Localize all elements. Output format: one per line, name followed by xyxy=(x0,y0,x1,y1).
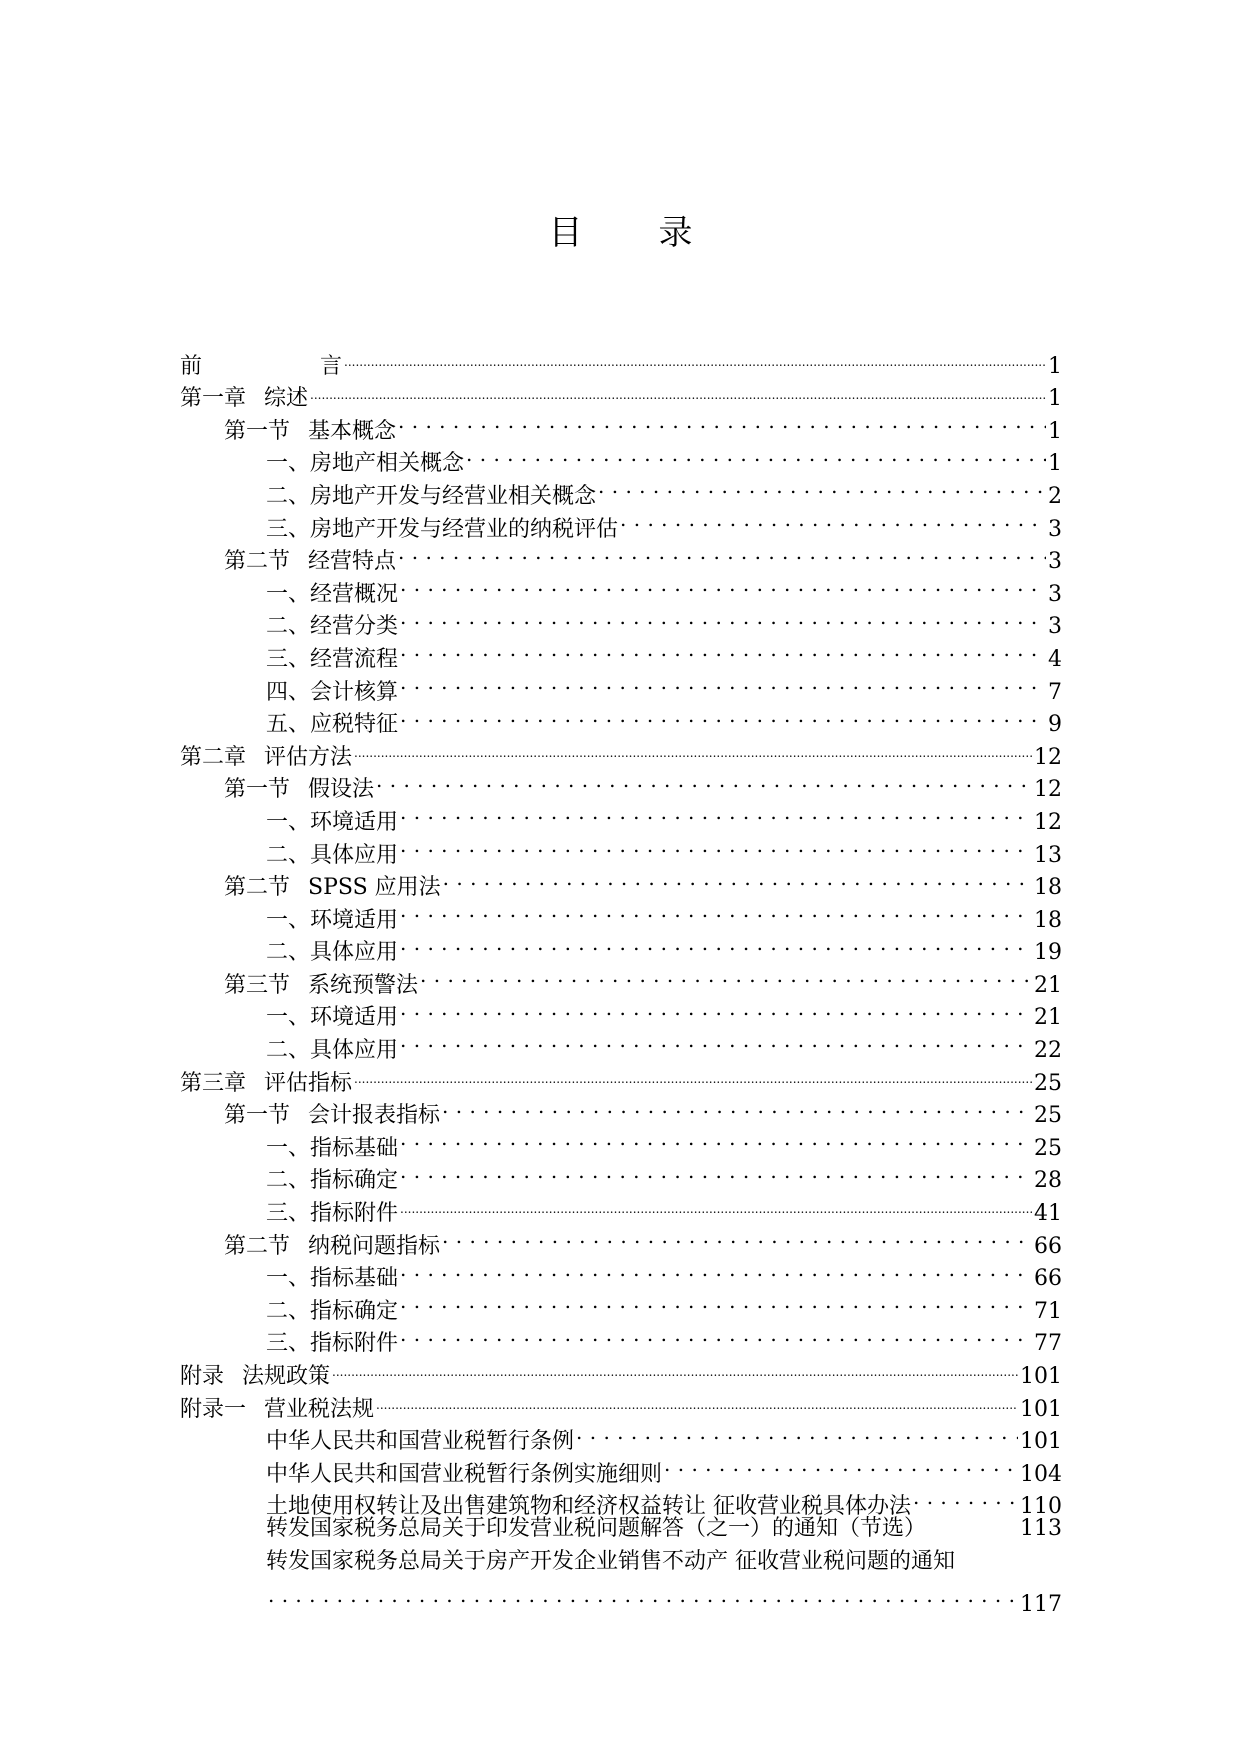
toc-entry-label: 三、房地产开发与经营业的纳税评估 xyxy=(266,516,619,542)
dot-leader xyxy=(400,894,1032,927)
toc-entry-number: 第二节 xyxy=(224,875,291,901)
toc-entry[interactable] xyxy=(180,438,1062,477)
toc-entry-label: 一、经营概况 xyxy=(266,581,399,607)
toc-entry[interactable] xyxy=(180,470,1062,509)
dot-leader xyxy=(576,1416,1018,1449)
title-char-2: 录 xyxy=(658,213,693,253)
toc-entry[interactable] xyxy=(180,1024,1062,1064)
toc-entry[interactable] xyxy=(180,1187,1062,1227)
toc-title xyxy=(0,205,1241,254)
toc-entry-label: 一、环境适用 xyxy=(266,809,399,835)
toc-page-number: 3 xyxy=(1048,549,1062,575)
toc-entry[interactable] xyxy=(180,503,1062,542)
toc-entry-label: 二、指标确定 xyxy=(266,1168,399,1194)
toc-page-number: 12 xyxy=(1034,777,1062,803)
toc-entry[interactable] xyxy=(180,1318,1062,1357)
toc-entry-label: 评估指标 xyxy=(264,1070,353,1096)
toc-entry-number: 第二节 xyxy=(224,1233,291,1259)
dot-leader xyxy=(442,1220,1032,1253)
toc-page-number: 9 xyxy=(1048,712,1062,738)
toc-entry-label: 一、环境适用 xyxy=(266,907,399,933)
toc-entry[interactable] xyxy=(180,992,1062,1031)
toc-entry[interactable] xyxy=(180,829,1062,868)
toc-entry-label: 二、具体应用 xyxy=(266,940,399,966)
toc-entry[interactable] xyxy=(180,633,1062,672)
toc-entry[interactable] xyxy=(180,1546,1062,1579)
toc-entry-label: 评估方法 xyxy=(264,744,353,770)
dot-leader xyxy=(400,992,1032,1025)
toc-entry[interactable] xyxy=(180,601,1062,640)
dot-leader xyxy=(442,1090,1032,1123)
toc-entry[interactable] xyxy=(180,1220,1062,1259)
toc-page-number: 2 xyxy=(1048,483,1062,509)
dot-leader xyxy=(400,666,1046,699)
toc-page-number: 22 xyxy=(1034,1038,1062,1064)
toc-page-number: 3 xyxy=(1048,581,1062,607)
toc-entry[interactable] xyxy=(180,796,1062,835)
toc-page-number: 18 xyxy=(1034,875,1062,901)
toc-entry-label: 会计报表指标 xyxy=(308,1103,441,1129)
toc-entry-label: 转发国家税务总局关于印发营业税问题解答（之一）的通知（节选） xyxy=(266,1516,927,1542)
toc-entry-label: 中华人民共和国营业税暂行条例实施细则 xyxy=(266,1461,663,1487)
toc-entry-label: 四、会计核算 xyxy=(266,679,399,705)
dot-leader xyxy=(354,731,1032,764)
dot-leader xyxy=(268,1579,1018,1612)
dot-leader xyxy=(913,1481,1018,1514)
toc-entry-label: 二、房地产开发与经营业相关概念 xyxy=(266,483,597,509)
toc-entry-number: 附录 xyxy=(180,1364,225,1389)
toc-page-number: 7 xyxy=(1048,679,1062,705)
toc-entry-label: 综述 xyxy=(264,386,309,412)
toc-entry-label: 基本概念 xyxy=(308,418,397,444)
toc-entry[interactable] xyxy=(180,1481,1062,1520)
toc-page-number: 104 xyxy=(1020,1461,1062,1487)
table-of-contents xyxy=(180,340,1062,1618)
toc-entry[interactable] xyxy=(180,666,1062,705)
toc-page-number: 66 xyxy=(1034,1266,1062,1292)
toc-entry[interactable] xyxy=(180,1155,1062,1194)
toc-entry-label: 二、具体应用 xyxy=(266,1038,399,1064)
toc-entry[interactable] xyxy=(180,1057,1062,1096)
dot-leader xyxy=(400,1122,1032,1155)
dot-leader xyxy=(466,438,1046,471)
toc-entry-label: 假设法 xyxy=(308,777,375,803)
toc-entry[interactable] xyxy=(180,373,1062,412)
toc-page-number: 19 xyxy=(1034,940,1062,966)
toc-entry-label: 五、应税特征 xyxy=(266,712,399,738)
toc-page-number: 41 xyxy=(1034,1201,1062,1227)
toc-entry[interactable] xyxy=(180,1448,1062,1487)
toc-entry-number: 第三章 xyxy=(180,1070,247,1096)
toc-entry-label: 言 xyxy=(320,353,343,379)
toc-page-number: 13 xyxy=(1034,842,1062,868)
toc-page-number: 12 xyxy=(1034,809,1062,835)
toc-entry[interactable] xyxy=(180,405,1062,444)
dot-leader xyxy=(443,862,1032,895)
toc-entry-label: 二、具体应用 xyxy=(266,842,399,868)
toc-page-number: 12 xyxy=(1034,744,1062,770)
toc-page-number: 1 xyxy=(1048,386,1062,412)
toc-entry-number: 第一节 xyxy=(224,777,291,803)
dot-leader xyxy=(400,796,1032,829)
toc-page-number: 3 xyxy=(1048,614,1062,640)
dot-leader xyxy=(344,340,1046,373)
dot-leader xyxy=(332,1350,1018,1383)
dot-leader xyxy=(400,829,1032,862)
dot-leader xyxy=(400,1285,1032,1318)
dot-leader xyxy=(400,699,1046,732)
dot-leader xyxy=(620,503,1046,536)
toc-page-number: 101 xyxy=(1020,1396,1062,1422)
toc-entry[interactable] xyxy=(180,340,1062,379)
toc-page-number: 3 xyxy=(1048,516,1062,542)
toc-entry-label: 三、指标附件 xyxy=(266,1201,399,1227)
dot-leader xyxy=(400,1024,1032,1057)
toc-entry-number: 前 xyxy=(180,353,203,379)
dot-leader xyxy=(354,1057,1032,1090)
toc-entry-label: 经营特点 xyxy=(308,549,397,575)
toc-entry-label: SPSS 应用法 xyxy=(308,875,441,901)
toc-entry-number: 第二章 xyxy=(180,744,247,770)
toc-entry-label: 中华人民共和国营业税暂行条例 xyxy=(266,1429,575,1455)
toc-page-number: 25 xyxy=(1034,1103,1062,1129)
dot-leader xyxy=(310,373,1046,406)
toc-entry[interactable] xyxy=(180,894,1062,933)
toc-entry-label: 法规政策 xyxy=(242,1364,331,1389)
toc-entry[interactable] xyxy=(180,536,1062,575)
toc-page-number: 101 xyxy=(1020,1364,1062,1389)
toc-entry[interactable] xyxy=(180,862,1062,901)
toc-entry[interactable] xyxy=(180,699,1062,738)
toc-entry-label: 一、环境适用 xyxy=(266,1005,399,1031)
toc-entry[interactable] xyxy=(180,959,1062,998)
dot-leader xyxy=(400,927,1032,960)
toc-page-number: 66 xyxy=(1034,1233,1062,1259)
toc-entry[interactable] xyxy=(180,1350,1062,1389)
toc-entry-label: 系统预警法 xyxy=(308,972,419,998)
dot-leader xyxy=(400,568,1046,601)
dot-leader xyxy=(400,1187,1032,1220)
dot-leader xyxy=(400,1318,1032,1351)
toc-entry[interactable] xyxy=(180,764,1062,803)
dot-leader xyxy=(398,536,1046,569)
toc-entry-label: 二、指标确定 xyxy=(266,1298,399,1324)
toc-entry-number: 第一节 xyxy=(224,418,291,444)
toc-entry-label: 一、指标基础 xyxy=(266,1266,399,1292)
toc-entry-label: 二、经营分类 xyxy=(266,614,399,640)
toc-entry-number: 第一章 xyxy=(180,386,247,412)
toc-entry-number: 附录一 xyxy=(180,1396,247,1422)
toc-entry[interactable] xyxy=(180,927,1062,966)
toc-page-number: 1 xyxy=(1048,451,1062,477)
toc-page-number: 21 xyxy=(1034,1005,1062,1031)
toc-page-number: 117 xyxy=(1020,1592,1062,1618)
toc-page-number: 18 xyxy=(1034,907,1062,933)
dot-leader xyxy=(376,764,1032,797)
toc-entry[interactable] xyxy=(180,1285,1062,1324)
toc-page-number: 1 xyxy=(1048,353,1062,379)
title-char-1: 目 xyxy=(548,213,583,253)
dot-leader xyxy=(400,601,1046,634)
toc-page-number: 28 xyxy=(1034,1168,1062,1194)
toc-entry[interactable] xyxy=(180,1383,1062,1422)
toc-entry[interactable] xyxy=(180,1579,1062,1618)
toc-entry[interactable] xyxy=(180,1122,1062,1161)
toc-page-number: 110 xyxy=(1020,1494,1062,1520)
toc-entry-label: 三、经营流程 xyxy=(266,646,399,672)
toc-page-number: 71 xyxy=(1034,1298,1062,1324)
toc-page-number: 4 xyxy=(1048,646,1062,672)
dot-leader xyxy=(400,633,1046,666)
toc-entry[interactable] xyxy=(180,1253,1062,1292)
toc-entry-label: 转发国家税务总局关于房产开发企业销售不动产 征收营业税问题的通知 xyxy=(266,1548,955,1574)
dot-leader xyxy=(400,1155,1032,1188)
dot-leader xyxy=(598,470,1046,503)
dot-leader xyxy=(420,959,1032,992)
toc-page-number: 113 xyxy=(1020,1516,1062,1542)
toc-entry-label: 一、房地产相关概念 xyxy=(266,451,465,477)
toc-entry[interactable] xyxy=(180,1090,1062,1129)
toc-entry-number: 第一节 xyxy=(224,1103,291,1129)
toc-page-number: 25 xyxy=(1034,1135,1062,1161)
toc-entry[interactable] xyxy=(180,1513,1062,1546)
toc-entry-label: 营业税法规 xyxy=(264,1396,375,1422)
toc-page-number: 77 xyxy=(1034,1331,1062,1357)
toc-page-number: 21 xyxy=(1034,972,1062,998)
toc-entry[interactable] xyxy=(180,568,1062,607)
toc-entry[interactable] xyxy=(180,731,1062,770)
toc-entry[interactable] xyxy=(180,1416,1062,1455)
toc-page-number: 25 xyxy=(1034,1070,1062,1096)
toc-entry-number: 第二节 xyxy=(224,549,291,575)
toc-entry-label: 土地使用权转让及出售建筑物和经济权益转让 征收营业税具体办法 xyxy=(266,1494,911,1520)
toc-entry-number: 第三节 xyxy=(224,972,291,998)
toc-entry-label: 纳税问题指标 xyxy=(308,1233,441,1259)
toc-page-number: 101 xyxy=(1020,1429,1062,1455)
dot-leader xyxy=(376,1383,1018,1416)
dot-leader xyxy=(400,1253,1032,1286)
toc-entry-label: 三、指标附件 xyxy=(266,1331,399,1357)
dot-leader xyxy=(398,405,1046,438)
toc-page-number: 1 xyxy=(1048,418,1062,444)
toc-entry-label: 一、指标基础 xyxy=(266,1135,399,1161)
dot-leader xyxy=(664,1448,1018,1481)
